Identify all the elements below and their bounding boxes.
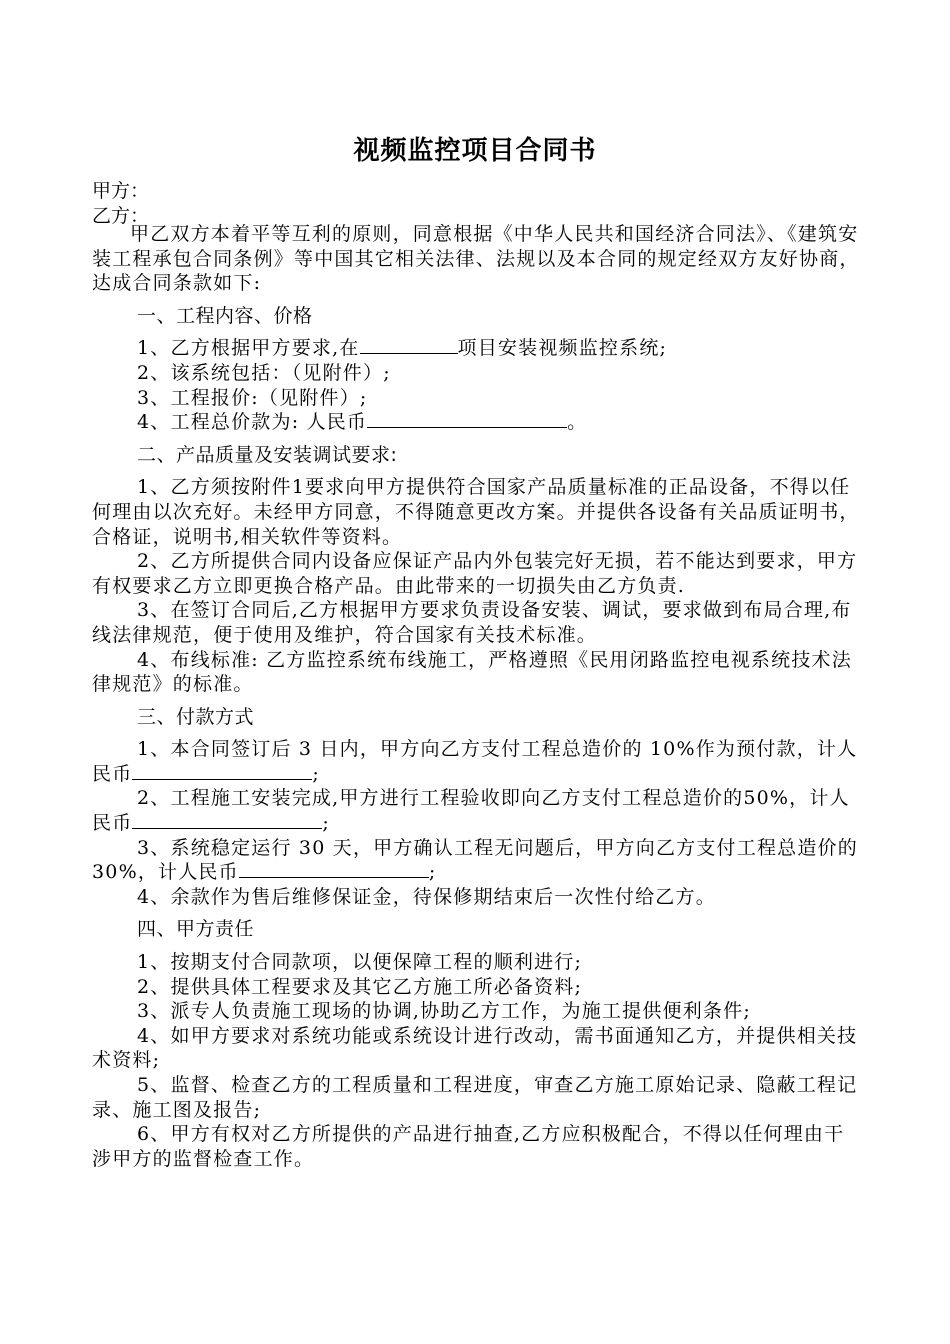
fill-blank-second-payment[interactable]	[132, 811, 322, 829]
clause: 2、提供具体工程要求及其它乙方施工所必备资料;	[137, 975, 583, 998]
clause: 2、该系统包括：（见附件）;	[137, 361, 391, 384]
clause: 2、工程施工安装完成,甲方进行工程验收即向乙方支付工程总造价的50%，计人民币 ;	[92, 787, 850, 835]
contract-body	[92, 222, 860, 1171]
intro-paragraph: 甲乙双方本着平等互利的原则，同意根据《中华人民共和国经济合同法》、《建筑安装工程承包合同条例》等中国其它相关法律、法规以及本合同的规定经双方友好协商，达成合同条款如下:	[92, 223, 860, 295]
clause: 1、乙方根据甲方要求,在 项目安装视频监控系统;	[137, 337, 668, 360]
clause: 1、按期支付合同款项，以便保障工程的顺利进行;	[137, 951, 583, 974]
fill-blank-third-payment[interactable]	[239, 860, 429, 878]
clause: 6、甲方有权对乙方所提供的产品进行抽查,乙方应积极配合，不得以任何理由干涉甲方的监督检查工作。	[92, 1123, 845, 1170]
clause: 3、系统稳定运行 30 天，甲方确认工程无问题后，甲方向乙方支付工程总造价的 30%，计人民币 ;	[92, 836, 858, 884]
section-heading-content-price: 一、工程内容、价格	[137, 304, 313, 327]
fill-blank-prepayment[interactable]	[132, 762, 312, 780]
clause: 1、乙方须按附件1要求向甲方提供符合国家产品质量标准的正品设备，不得以任何理由以次充好。未经甲方同意，不得随意更改方案。并提供各设备有关品质证明书，合格证，说明书,相关软件等资料。	[92, 476, 860, 548]
clause: 4、工程总价款为: 人民币 。	[137, 411, 588, 434]
clause: 1、本合同签订后 3 日内，甲方向乙方支付工程总造价的 10%作为预付款，计人民币 ;	[92, 738, 858, 785]
clause: 2、乙方所提供合同内设备应保证产品内外包装完好无损，若不能达到要求，甲方有权要求乙方立即更换合格产品。由此带来的一切损失由乙方负责.	[92, 550, 858, 597]
section-heading-quality: 二、产品质量及安装调试要求:	[137, 443, 398, 466]
clause: 4、如甲方要求对系统功能或系统设计进行改动，需书面通知乙方，并提供相关技术资料;	[92, 1024, 858, 1072]
section-heading-payment: 三、付款方式	[137, 705, 255, 728]
clause: 3、工程报价:（见附件）;	[137, 386, 368, 409]
party-b-label: 乙方：	[92, 205, 150, 227]
party-a-label: 甲方：	[92, 180, 150, 202]
clause: 4、布线标准: 乙方监控系统布线施工，严格遵照《民用闭路监控电视系统技术法律规范》的标准。	[92, 648, 852, 696]
section-heading-party-a-duties: 四、甲方责任	[137, 918, 255, 941]
clause: 4、余款作为售后维修保证金，待保修期结束后一次性付给乙方。	[137, 885, 716, 908]
fill-blank-total-price[interactable]	[367, 410, 567, 428]
clause: 3、在签订合同后,乙方根据甲方要求负责设备安装、调试，要求做到布局合理,布线法律规范，便于使用及维护，符合国家有关技术标准。	[92, 599, 852, 646]
clause: 5、监督、检查乙方的工程质量和工程进度，审查乙方施工原始记录、隐蔽工程记录、施工图及报告;	[92, 1074, 858, 1121]
fill-blank-project[interactable]	[360, 336, 458, 354]
document-title: 视频监控项目合同书	[353, 136, 597, 166]
clause: 3、派专人负责施工现场的协调,协助乙方工作，为施工提供便利条件;	[137, 1000, 751, 1023]
